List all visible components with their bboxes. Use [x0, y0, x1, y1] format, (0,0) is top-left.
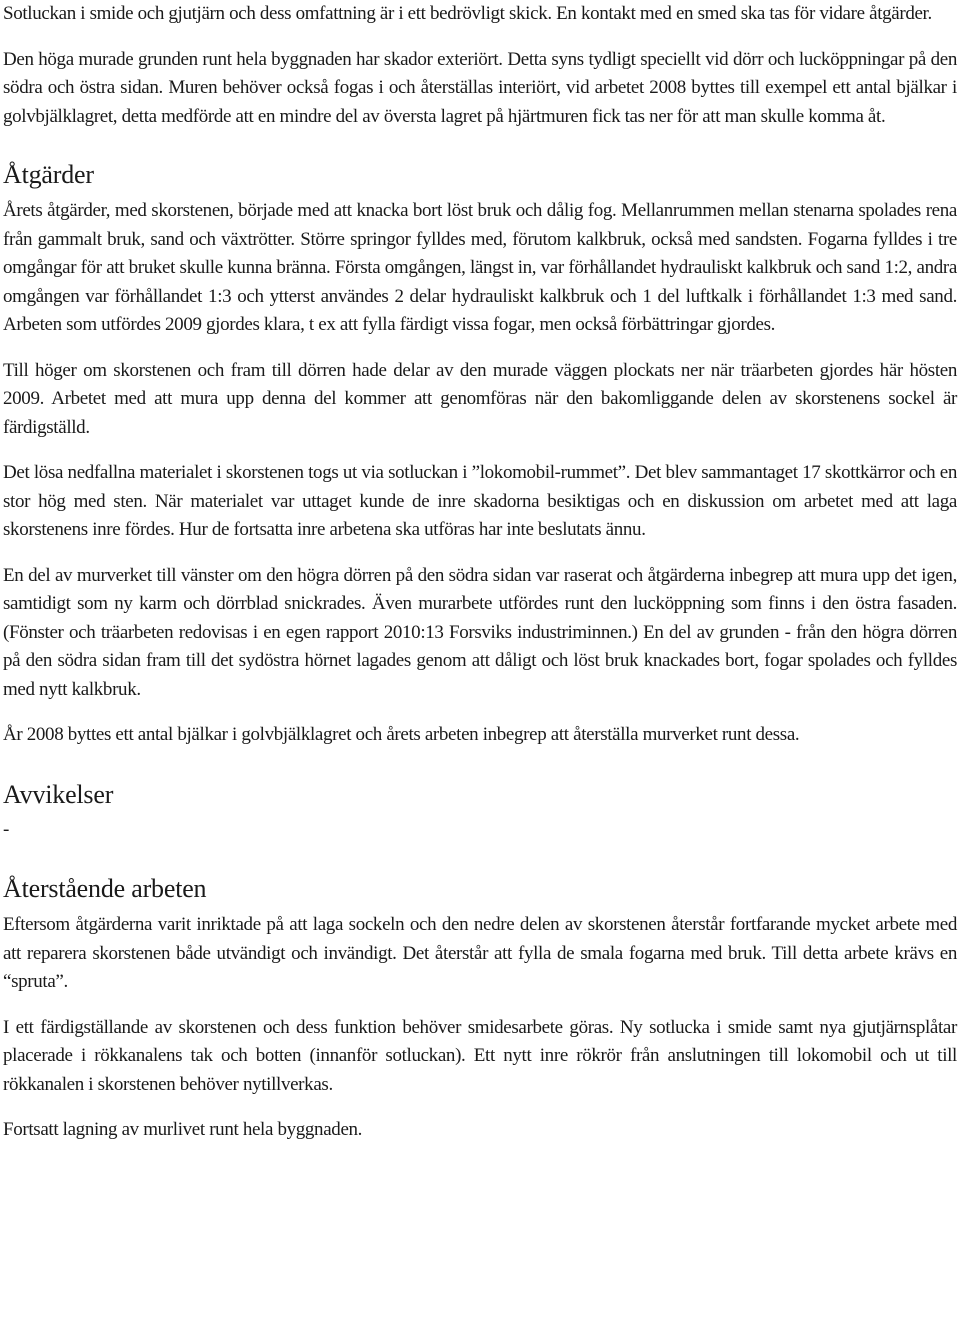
paragraph-avvikelser-dash: -: [3, 818, 9, 840]
document-page: [3, 0, 957, 1326]
heading-avvikelser: Avvikelser: [3, 779, 114, 809]
paragraph-arets-atgarder: Årets åtgärder, med skorstenen, började med att knacka bort löst bruk och dålig fog. Mellanrummen mellan stenarna spolades rena från gammalt bruk, sand och växtrötter. Större springor fylldes med, förutom kalkbruk, också med sandsten. Fogarna fylldes i tre omgångar för att bruket skulle kunna bränna. Första omgången, längst in, var förhållandet hydrauliskt kalkbruk och sand 1:2, andra omgången var förhållandet 1:3 och ytterst användes 2 delar hydrauliskt kalkbruk och 1 del luftkalk i förhållandet 1:3 med sand. Arbeten som utfördes 2009 gjordes klara, t ex att fylla färdigt vissa fogar, men också förbättringar gjordes.: [3, 200, 957, 335]
paragraph-eftersom: Eftersom åtgärderna varit inriktade på att laga sockeln och den nedre delen av skorstenen återstår fortfarande mycket arbete med att reparera skorstenen både utvändigt och invändigt. Det återstår att fylla de smala fogarna med bruk. Till detta arbete krävs en “spruta”.: [3, 914, 957, 992]
paragraph-losa-materialet: Det lösa nedfallna materialet i skorstenen togs ut via sotluckan i ”lokomobil-rummet”. Det blev sammantaget 17 skottkärror och en stor hög med sten. När materialet var uttaget kunde de inre skadorna besiktigas och en diskussion om arbetet med att laga skorstenens inre fördes. Hur de fortsatta inre arbetena ska utföras har inte beslutats ännu.: [3, 462, 957, 540]
paragraph-grunden: Den höga murade grunden runt hela byggnaden har skador exteriört. Detta syns tydligt speciellt vid dörr och lucköppningar på den södra och östra sidan. Muren behöver också fogas i och återställas interiört, vid arbetet 2008 byttes till exempel ett antal bjälkar i golvbjälklagret, detta medförde att en mindre del av översta lagret på hjärtmuren fick tas ner för att man skulle komma åt.: [3, 48, 957, 127]
paragraph-murverket: En del av murverket till vänster om den högra dörren på den södra sidan var raserat och åtgärderna inbegrep att mura upp det igen, samtidigt som ny karm och dörrblad snickrades. Även murarbete utfördes runt den lucköppning som finns i den östra fasaden. (Fönster och träarbeten redovisas i en egen rapport 2010:13 Forsviks industriminnen.) En del av grunden - från den högra dörren på den södra sidan fram till det sydöstra hörnet lagades genom att dåligt och löst bruk knackades bort, fogar spolades och fylldes med nytt kalkbruk.: [3, 564, 957, 700]
paragraph-ar-2008: År 2008 byttes ett antal bjälkar i golvbjälklagret och årets arbeten inbegrep att återställa murverket runt dessa.: [3, 724, 800, 745]
paragraph-fortsatt-lagning: Fortsatt lagning av murlivet runt hela byggnaden.: [3, 1119, 363, 1140]
heading-atgarder: Åtgärder: [3, 160, 94, 189]
paragraph-sotluckan: Sotluckan i smide och gjutjärn och dess omfattning är i ett bedrövligt skick. En kontakt med en smed ska tas för vidare åtgärder.: [3, 3, 932, 24]
heading-aterstaende-arbeten: Återstående arbeten: [3, 874, 207, 903]
paragraph-till-hoger: Till höger om skorstenen och fram till dörren hade delar av den murade väggen plockats ner när träarbeten gjordes här hösten 2009. Arbetet med att mura upp denna del kommer att genomföras när den bakomliggande delen av skorstenens sockel är färdigställd.: [3, 359, 957, 438]
paragraph-fardigstallande: I ett färdigställande av skorstenen och dess funktion behöver smidesarbete göras. Ny sotlucka i smide samt nya gjutjärnsplåtar placerade i rökkanalens tak och botten (innanför sotluckan). Ett nytt inre rökrör från anslutningen till lokomobil och ut till rökkanalen i skorstenen behöver nytillverkas.: [3, 1016, 957, 1095]
